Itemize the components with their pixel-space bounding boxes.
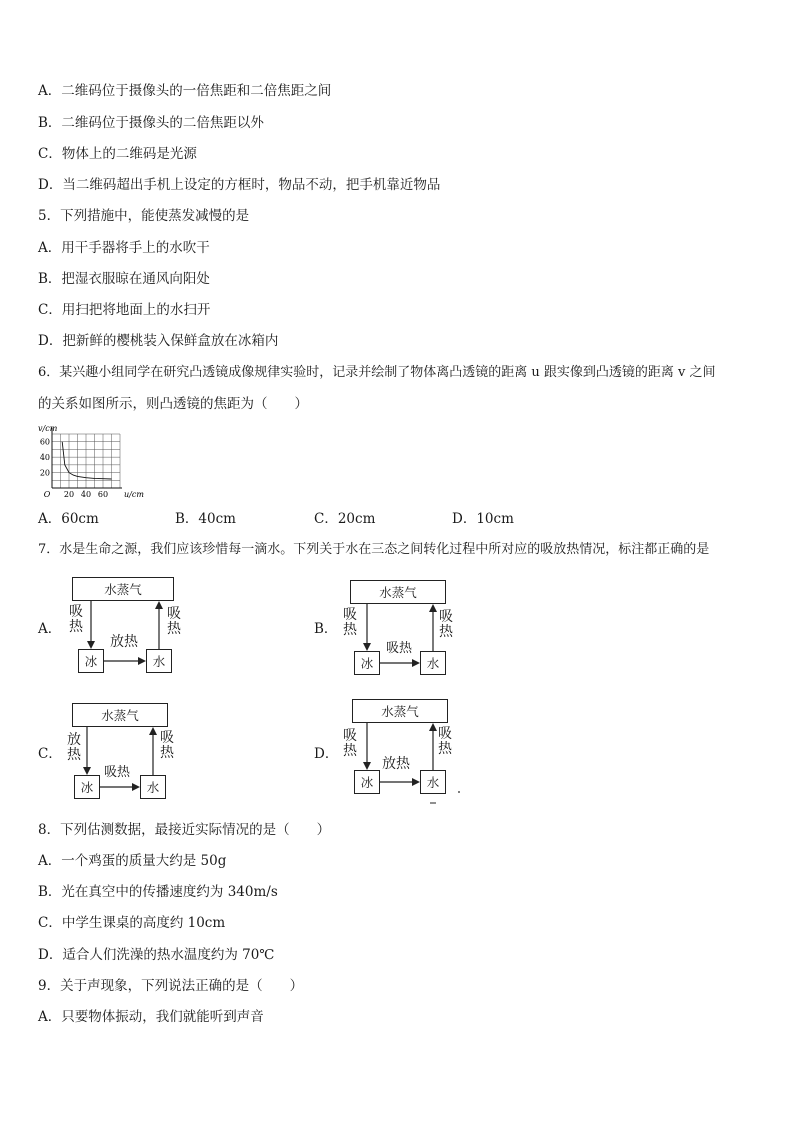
q6-option-b: B．40cm (175, 511, 236, 527)
q9-option-a: A．只要物体振动，我们就能听到声音 (38, 1009, 264, 1025)
uv-curve (62, 442, 111, 479)
q7-option-b-letter: B． (314, 621, 338, 637)
arrows (350, 580, 460, 680)
right-label: 吸热 (439, 609, 453, 640)
water-box: 水 (140, 775, 166, 799)
q7-stem: 7．水是生命之源，我们应该珍惜每一滴水。下列关于水在三态之间转化过程中所对应的吸放热情况，标注都正确的是 (38, 542, 710, 557)
q5-stem: 5．下列措施中，能使蒸发减慢的是 (38, 208, 250, 224)
water-box: 水 (420, 651, 446, 675)
q6-stem-line2: 的关系如图所示，则凸透镜的焦距为（ ） (38, 396, 308, 412)
q7-option-a-letter: A． (38, 621, 62, 637)
q4-option-d: D．当二维码超出手机上设定的方框时，物品不动，把手机靠近物品 (38, 177, 441, 193)
bottom-label: 吸热 (386, 641, 413, 656)
water-box: 水 (420, 770, 446, 794)
q7-diagram-b (343, 580, 490, 680)
vapor-box: 水蒸气 (72, 703, 168, 727)
ice-box: 冰 (78, 649, 104, 673)
q5-option-c: C．用扫把将地面上的水扫开 (38, 302, 211, 318)
water-box: 水 (146, 649, 172, 673)
q6-option-c: C．20cm (314, 511, 376, 527)
q7-diagram-c (67, 703, 212, 803)
ice-box: 冰 (74, 775, 100, 799)
bottom-label: 放热 (110, 634, 138, 650)
x-tick-label: 60 (97, 490, 109, 499)
right-label: 吸热 (167, 606, 181, 637)
q4-option-b: B．二维码位于摄像头的二倍焦距以外 (38, 115, 264, 131)
vapor-box: 水蒸气 (350, 580, 446, 604)
left-label: 吸热 (343, 728, 357, 759)
bottom-label: 放热 (382, 756, 410, 772)
q8-option-a: A．一个鸡蛋的质量大约是 50g (38, 853, 227, 869)
arrows (72, 577, 182, 677)
y-tick-label: 20 (39, 468, 50, 478)
y-axis-label: v/cm (38, 424, 58, 433)
arrows (352, 699, 462, 799)
ice-box: 冰 (354, 651, 380, 675)
x-tick-label: 40 (80, 490, 92, 499)
vapor-box: 水蒸气 (72, 577, 174, 601)
x-axis-label: u/cm (124, 490, 144, 499)
q7-diagram-a (69, 577, 212, 677)
uv-chart (34, 422, 144, 502)
q7-option-d-letter: D． (314, 746, 339, 762)
left-label: 吸热 (343, 607, 357, 638)
q8-option-b: B．光在真空中的传播速度约为 340m/s (38, 884, 278, 900)
arrows (72, 703, 182, 803)
right-label: 吸热 (438, 726, 452, 757)
q7-diagram-d (343, 699, 492, 799)
q8-option-d: D．适合人们洗澡的热水温度约为 70℃ (38, 947, 275, 963)
x-tick-label: 20 (63, 490, 75, 499)
q6-option-d: D．10cm (452, 511, 514, 527)
q8-stem: 8．下列估测数据，最接近实际情况的是（ ） (38, 822, 331, 838)
ice-box: 冰 (354, 770, 380, 794)
q5-option-a: A．用干手器将手上的水吹干 (38, 240, 210, 256)
q8-option-c: C．中学生课桌的高度约 10cm (38, 915, 226, 931)
q6-option-a: A．60cm (38, 511, 99, 527)
q9-stem: 9．关于声现象，下列说法正确的是（ ） (38, 978, 304, 994)
vapor-box: 水蒸气 (352, 699, 448, 723)
q5-option-b: B．把湿衣服晾在通风向阳处 (38, 271, 210, 287)
y-tick-label: 40 (39, 453, 50, 463)
bottom-label: 吸热 (104, 765, 131, 780)
q5-option-d: D．把新鲜的樱桃装入保鲜盒放在冰箱内 (38, 333, 279, 349)
right-label: 吸热 (160, 730, 174, 761)
q4-option-a: A．二维码位于摄像头的一倍焦距和二倍焦距之间 (38, 83, 332, 99)
origin-label: O (43, 490, 51, 499)
q4-option-c: C．物体上的二维码是光源 (38, 146, 197, 162)
left-label: 吸热 (69, 604, 83, 635)
q6-stem-line1: 6．某兴趣小组同学在研究凸透镜成像规律实验时，记录并绘制了物体离凸透镜的距离 u 跟实像到凸透镜的距离 v 之间 (38, 365, 716, 380)
q7-option-c-letter: C． (38, 746, 62, 762)
left-label: 放热 (67, 732, 81, 763)
y-tick-label: 60 (39, 437, 50, 447)
